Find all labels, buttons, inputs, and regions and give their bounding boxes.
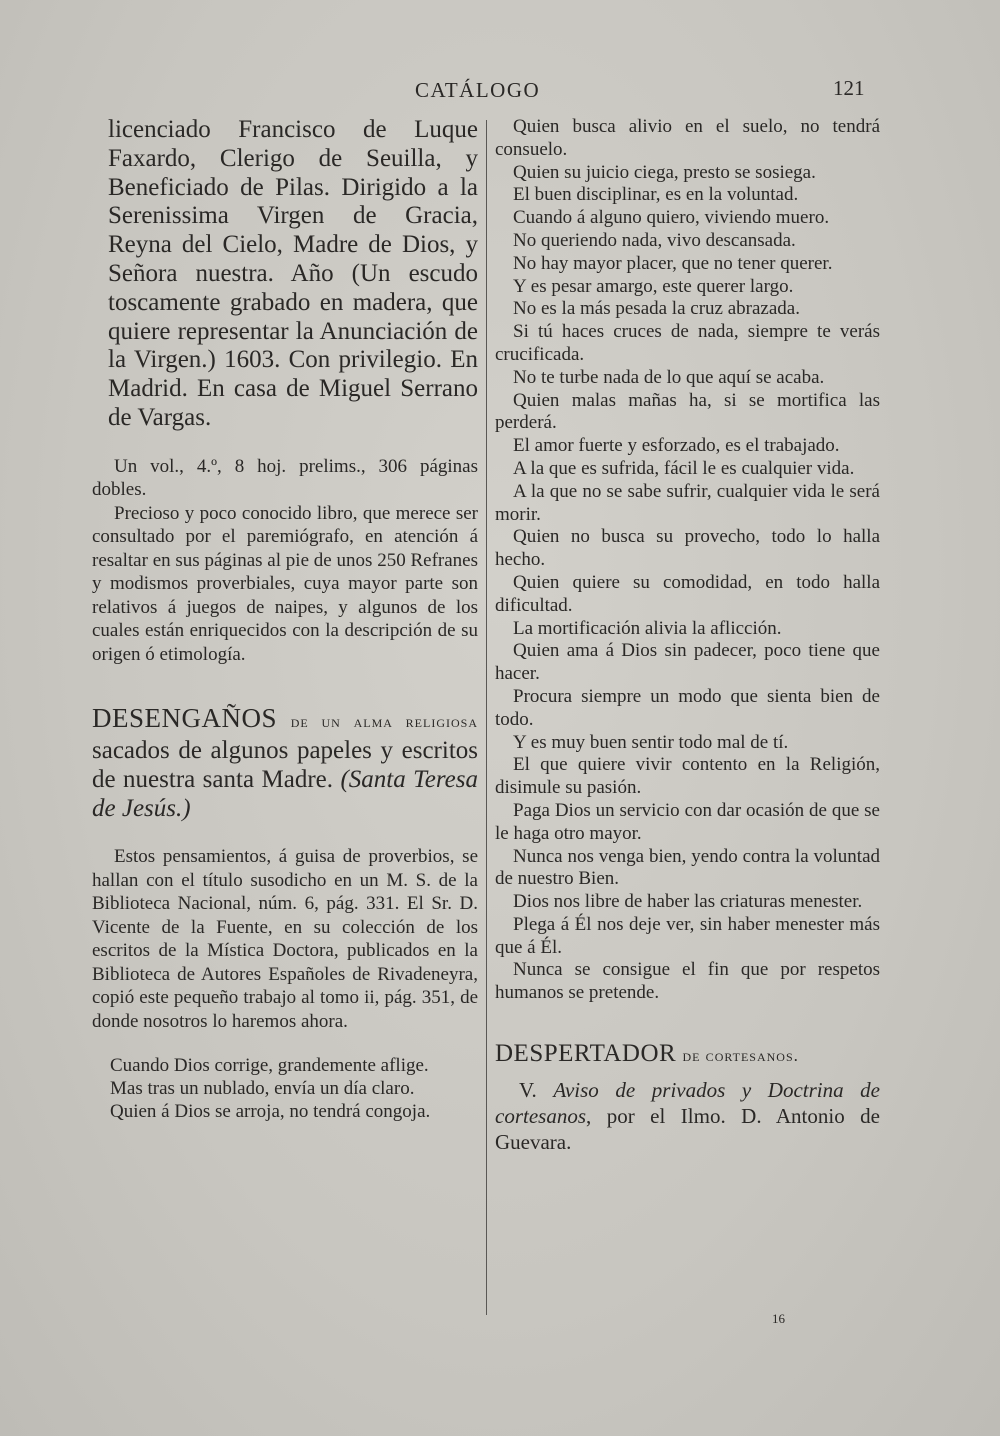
- maxim-item: Quien á Dios se arroja, no tendrá congoja.: [110, 1101, 431, 1123]
- maxim-item: Si tú haces cruces de nada, siempre te verás crucificada.: [495, 321, 880, 365]
- maxim-item: Quien quiere su comodidad, en todo halla dificultad.: [495, 571, 880, 616]
- entry-heading-desenganos: [92, 704, 478, 823]
- entry3-description: [495, 1077, 880, 1155]
- maxim-item: Y es muy buen sentir todo mal de tí.: [513, 731, 789, 753]
- maxim-item: A la que es sufrida, fácil le es cualquier vida.: [513, 457, 855, 479]
- maxim-item: La mortificación alivia la aflicción.: [513, 617, 782, 639]
- commentary-paragraph: Precioso y poco conocido libro, que merece ser consultado por el paremiógrafo, en atención á resaltar en sus páginas al pie de unos 250 Refranes y modismos proverbiales, cuya mayor parte son relativos á juegos de naipes, y algunos de los cuales están enriquecidos con la descripción de su origen ó etimología.: [92, 502, 478, 665]
- entry2-note-paragraph: Estos pensamientos, á guisa de proverbios, se hallan con el título susodicho en un M. S. de la Biblioteca Nacional, núm. 6, pág. 331. El Sr. D. Vicente de la Fuente, en su colección de los escritos de la Mística Doctora, publicados en la Biblioteca de Autores Españoles de Rivadeneyra, copió este pequeño trabajo al tomo ii, pág. 351, de donde nosotros lo haremos ahora.: [92, 846, 478, 1032]
- maxim-item: Quien ama á Dios sin padecer, poco tiene que hacer.: [495, 640, 880, 685]
- maxim-item: Paga Dios un servicio con dar ocasión de que se le haga otro mayor.: [495, 799, 880, 844]
- maxim-item: Cuando á alguno quiero, viviendo muero.: [513, 207, 830, 229]
- left-column: [92, 116, 478, 1124]
- maxim-item: Nunca se consigue el fin que por respetos humanos se pretende.: [495, 959, 880, 1004]
- maxim-item: No queriendo nada, vivo descansada.: [513, 229, 796, 251]
- entry-continued-description: [92, 116, 478, 433]
- entry-continued-text: licenciado Francisco de Luque Faxardo, Clerigo de Seuilla, y Beneficiado de Pilas. Dirigido a la Serenissima Virgen de Gracia, Reyna del Cielo, Madre de Dios, y Señora nuestra. Año (Un escudo toscamente grabado en madera, que quiere representar la Anunciación de la Virgen.) 1603. Con privilegio. En Madrid. En casa de Miguel Serrano de Vargas.: [108, 116, 478, 431]
- maxim-item: Y es pesar amargo, este querer largo.: [513, 275, 794, 297]
- page-header: [0, 76, 1000, 106]
- entry-heading-smallcaps: de un alma religiosa: [290, 712, 478, 732]
- maxim-item: No te turbe nada de lo que aquí se acaba.: [513, 366, 825, 388]
- maxim-item: El amor fuerte y esforzado, es el trabajado.: [513, 435, 840, 457]
- maxim-item: No hay mayor placer, que no tener querer.: [513, 252, 833, 274]
- maxim-item: Quien busca alivio en el suelo, no tendrá consuelo.: [495, 116, 880, 160]
- entry3-title-italic: Aviso de privados y Doctrina de cortesanos: [495, 1078, 881, 1129]
- maxim-item: Mas tras un nublado, envía un día claro.: [110, 1078, 415, 1100]
- maxim-item: A la que no se sabe sufrir, cualquier vida le será morir.: [495, 480, 880, 525]
- maxim-item: Quien su juicio ciega, presto se sosiega.: [513, 161, 816, 183]
- running-title: CATÁLOGO: [415, 78, 541, 102]
- entry-heading-despertador: [495, 1039, 880, 1071]
- maxims-list-left: [92, 1055, 478, 1123]
- entry3-prefix: V.: [519, 1078, 537, 1103]
- maxim-item: Procura siempre un modo que sienta bien de todo.: [495, 685, 880, 730]
- entry-notes: [92, 455, 478, 667]
- maxims-list-right: [495, 116, 880, 1005]
- entry-heading-title: DESPERTADOR: [495, 1040, 677, 1068]
- column-divider: [486, 120, 487, 1315]
- maxim-item: Cuando Dios corrige, grandemente aflige.: [110, 1055, 429, 1077]
- entry2-notes: [92, 845, 478, 1033]
- maxim-item: Quien no busca su provecho, todo lo halla hecho.: [495, 526, 880, 571]
- printer-signature-mark: 16: [772, 1311, 785, 1326]
- entry-heading-smallcaps: de cortesanos.: [682, 1046, 799, 1066]
- entry-heading-title: DESENGAÑOS: [92, 703, 278, 734]
- page-number: 121: [833, 76, 865, 100]
- entry3-author: , por el Ilmo. D. Antonio de Guevara.: [495, 1104, 880, 1155]
- entry-heading-rest: sacados de algunos papeles y escritos de nuestra santa Madre.: [92, 737, 478, 793]
- maxim-item: Nunca nos venga bien, yendo contra la voluntad de nuestro Bien.: [495, 845, 880, 890]
- maxim-item: El que quiere vivir contento en la Religión, disimule su pasión.: [495, 754, 880, 799]
- maxim-item: El buen disciplinar, es en la voluntad.: [513, 184, 799, 206]
- physical-description: Un vol., 4.º, 8 hoj. prelims., 306 páginas dobles.: [92, 455, 478, 501]
- maxim-item: Dios nos libre de haber las criaturas menester.: [513, 891, 863, 913]
- right-column: [495, 116, 880, 1155]
- maxim-item: Plega á Él nos deje ver, sin haber menester más que á Él.: [495, 913, 880, 958]
- maxim-item: Quien malas mañas ha, si se mortifica las perderá.: [495, 389, 880, 434]
- maxim-item: No es la más pesada la cruz abrazada.: [513, 298, 800, 320]
- entry-heading-author: (Santa Teresa de Jesús.): [92, 765, 479, 822]
